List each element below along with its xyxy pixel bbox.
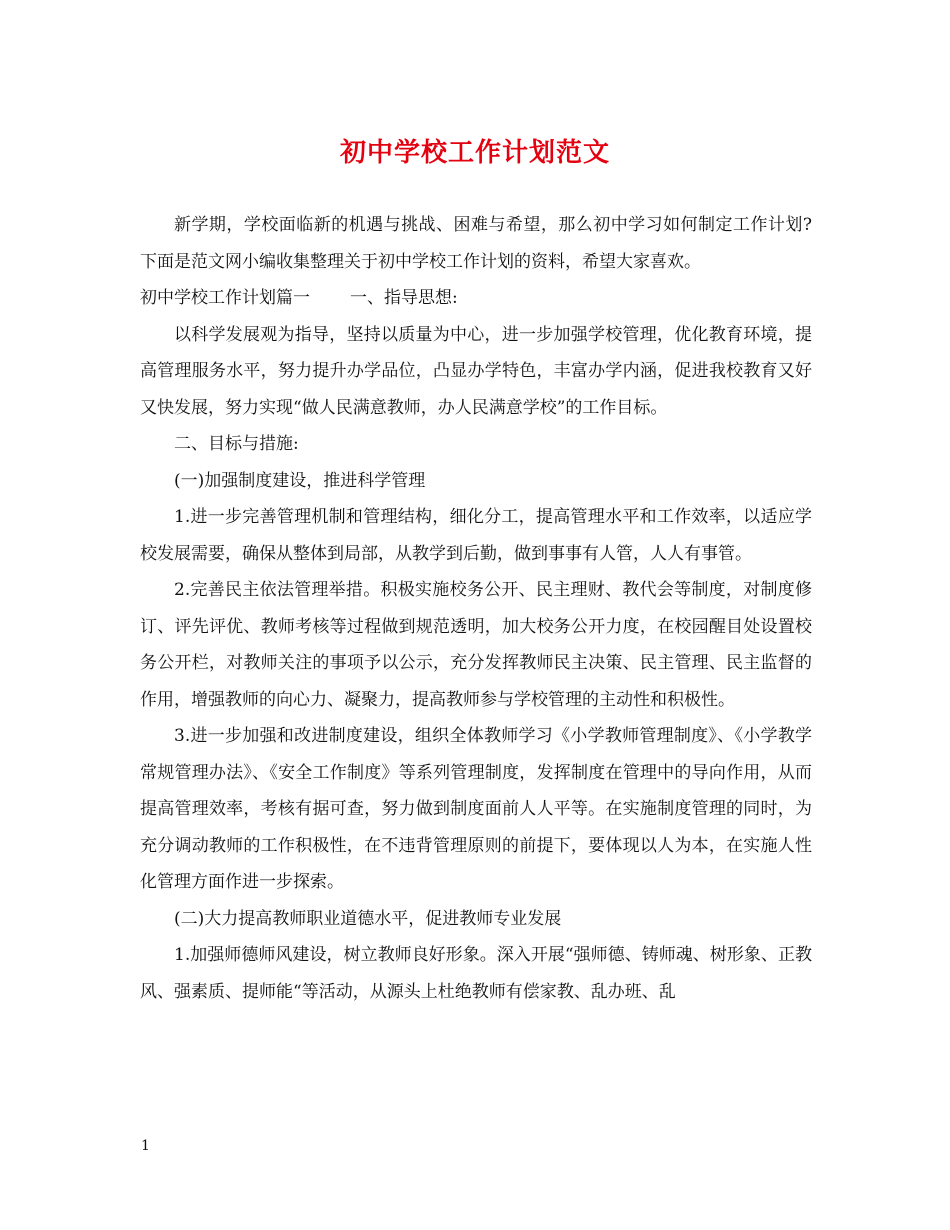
section-line [140, 280, 812, 317]
page-number: 1 [141, 1138, 150, 1154]
section-label: 初中学校工作计划篇一 [140, 288, 310, 308]
document-body [140, 207, 812, 1010]
subheading-system-building: (一)加强制度建设，推进科学管理 [174, 470, 426, 491]
intro-paragraph: 新学期，学校面临新的机遇与挑战、困难与希望，那么初中学习如何制定工作计划?下面是范文网小编收集整理关于初中学校工作计划的资料，希望大家喜欢。 [140, 215, 812, 272]
list-item: 2.完善民主依法管理举措。积极实施校务公开、民主理财、教代会等制度，对制度修订、评先评优、教师考核等过程做到规范透明，加大校务公开力度，在校园醒目处设置校务公开栏，对教师关注的事项予以公示，充分发挥教师民主决策、民主管理、民主监督的作用，增强教师的向心力、凝聚力，提高教师参与学校管理的主动性和积极性。 [140, 580, 812, 710]
document-title: 初中学校工作计划范文 [339, 138, 610, 168]
list-item: 1.进一步完善管理机制和管理结构，细化分工，提高管理水平和工作效率，以适应学校发展需要，确保从整体到局部，从教学到后勤，做到事事有人管，人人有事管。 [140, 507, 812, 564]
subheading-teacher-ethics: (二)大力提高教师职业道德水平，促进教师专业发展 [174, 908, 562, 929]
list-item: 3.进一步加强和改进制度建设，组织全体教师学习《小学教师管理制度》、《小学教学常规管理办法》、《安全工作制度》等系列管理制度，发挥制度在管理中的导向作用，从而提高管理效率，考核有据可查，努力做到制度面前人人平等。在实施制度管理的同时，为充分调动教师的工作积极性，在不违背管理原则的前提下，要体现以人为本，在实施人性化管理方面作进一步探索。 [140, 726, 812, 892]
paragraph-guiding-ideology: 以科学发展观为指导，坚持以质量为中心，进一步加强学校管理，优化教育环境，提高管理服务水平，努力提升办学品位，凸显办学特色，丰富办学内涵，促进我校教育又好又快发展，努力实现“做人民满意教师，办人民满意学校”的工作目标。 [140, 324, 812, 418]
heading-goals-measures: 二、目标与措施: [174, 434, 299, 454]
list-item: 1.加强师德师风建设，树立教师良好形象。深入开展“强师德、铸师魂、树形象、正教风、强素质、提师能“等活动，从源头上杜绝教师有偿家教、乱办班、乱 [140, 945, 812, 1002]
heading-guiding-ideology: 一、指导思想: [350, 288, 458, 308]
